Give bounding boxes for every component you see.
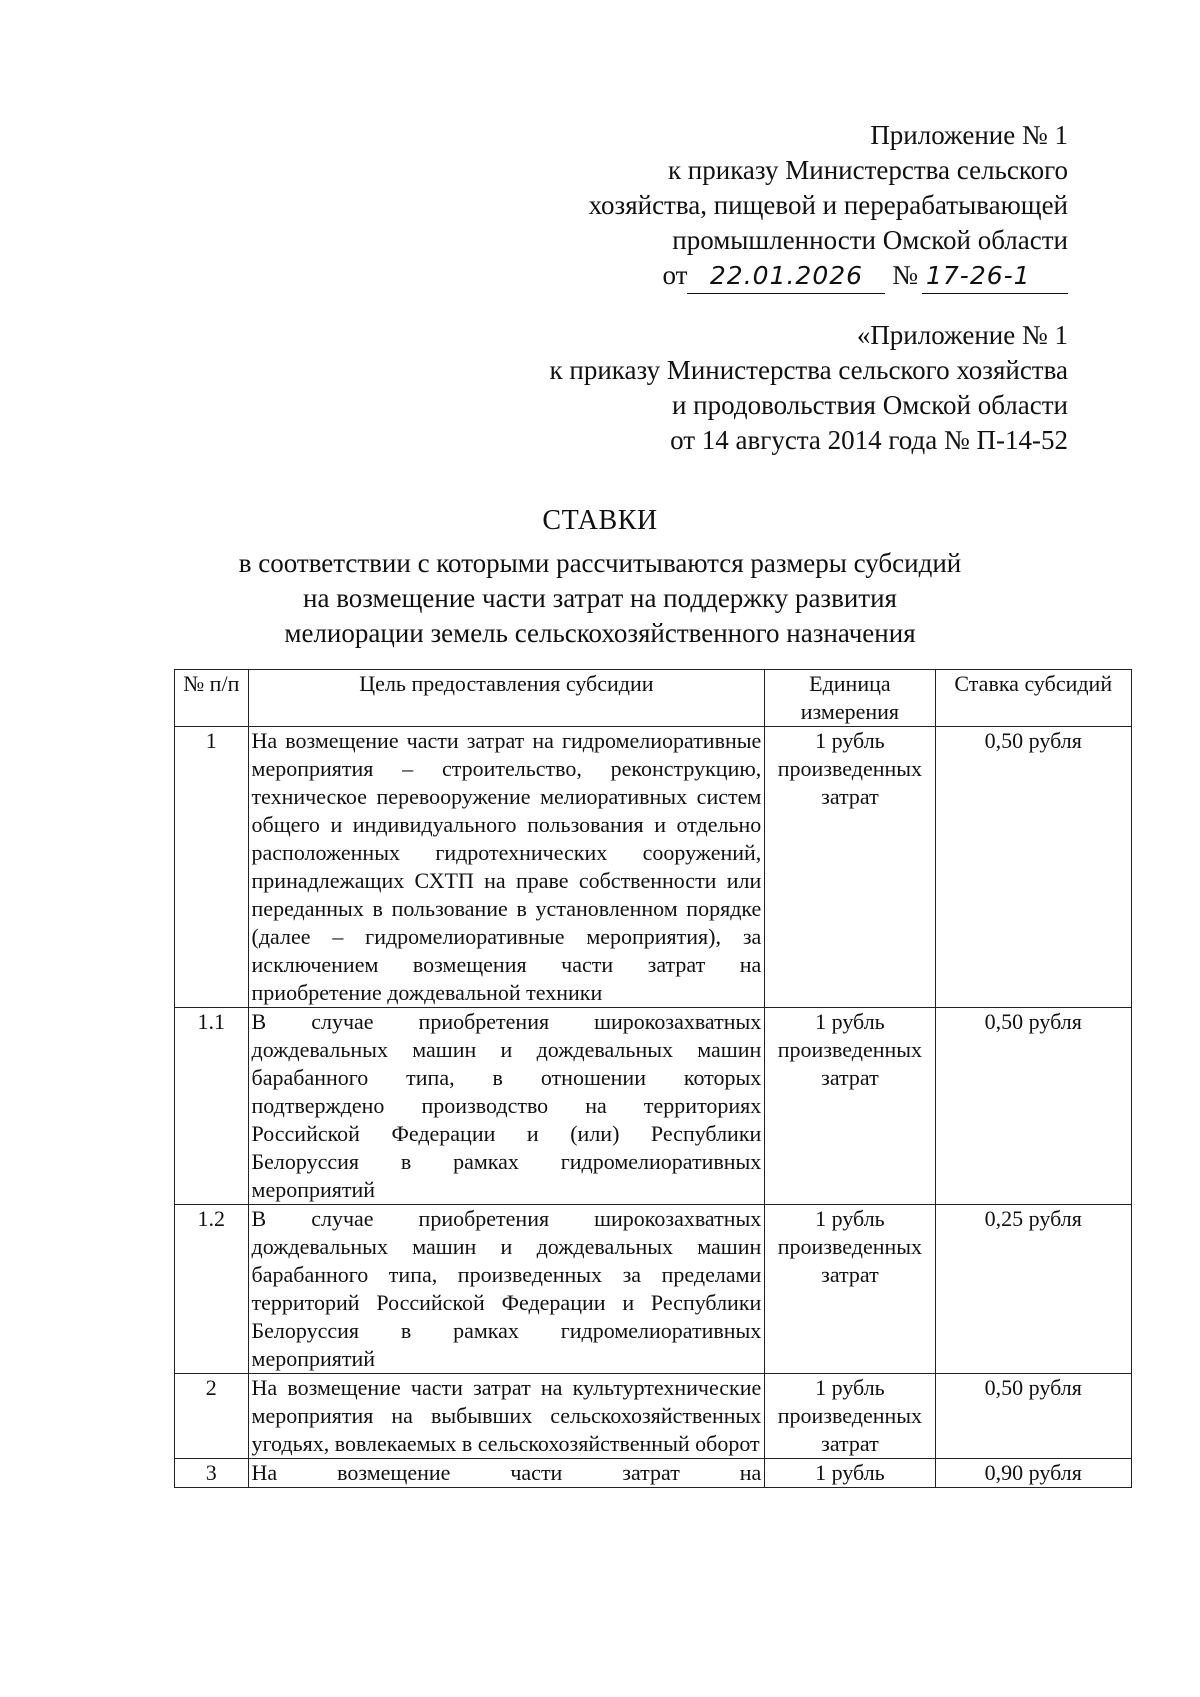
- row-unit: 1 рубль произведенных затрат: [765, 1374, 935, 1459]
- row-num: 1: [175, 727, 249, 1008]
- appendix-line: к приказу Министерства сельского: [667, 155, 1068, 185]
- table-row: [175, 1374, 1132, 1459]
- row-purpose: В случае приобретения широкозахватных дождевальных машин и дождевальных машин барабанного типа, произведенных за пределами территорий Российской Федерации и Республики Белоруссия в рамках гидромелиоративных мероприятий: [248, 1205, 765, 1374]
- row-unit: 1 рубль произведенных затрат: [765, 727, 935, 1008]
- appendix-line: хозяйства, пищевой и перерабатывающей: [588, 190, 1068, 220]
- handwritten-date: 22.01.2026: [687, 258, 885, 294]
- document-title: [0, 503, 1200, 651]
- previous-appendix-header: [550, 318, 1068, 458]
- previous-appendix-line: к приказу Министерства сельского хозяйства: [549, 355, 1068, 385]
- row-num: 2: [175, 1374, 249, 1459]
- previous-appendix-line: от 14 августа 2014 года № П-14-52: [670, 425, 1068, 455]
- previous-appendix-line: и продовольствия Омской области: [671, 390, 1068, 420]
- row-purpose: В случае приобретения широкозахватных дождевальных машин и дождевальных машин барабанного типа, в отношении которых подтверждено производство на территориях Российской Федерации и (или) Республики Белоруссия в рамках гидромелиоративных мероприятий: [248, 1008, 765, 1205]
- table-row: [175, 727, 1132, 1008]
- title-heading: СТАВКИ: [542, 505, 658, 536]
- row-unit: 1 рубль произведенных затрат: [765, 1008, 935, 1205]
- row-rate: 0,50 рубля: [935, 1374, 1131, 1459]
- number-prefix: №: [892, 260, 918, 290]
- table-row: [175, 1459, 1132, 1488]
- header-purpose: Цель предоставления субсидии: [248, 670, 765, 727]
- row-unit: 1 рубль: [765, 1459, 935, 1488]
- row-purpose: На возмещение части затрат на гидромелиоративные мероприятия – строительство, реконструкцию, техническое перевооружение мелиоративных систем общего и индивидуального пользования и отдельно расположенных гидротехнических сооружений, принадлежащих СХТП на праве собственности или переданных в пользование в установленном порядке (далее – гидромелиоративные мероприятия), за исключением возмещения части затрат на приобретение дождевальной техники: [248, 727, 765, 1008]
- header-unit: Единица измерения: [765, 670, 935, 727]
- row-purpose: На возмещение части затрат на: [248, 1459, 765, 1488]
- table-row: [175, 1205, 1132, 1374]
- order-date-number-line: [589, 258, 1068, 294]
- title-line: в соответствии с которыми рассчитываются размеры субсидий: [238, 548, 962, 578]
- title-line: на возмещение части затрат на поддержку развития: [303, 583, 897, 613]
- row-num: 1.2: [175, 1205, 249, 1374]
- row-purpose: На возмещение части затрат на культуртехнические мероприятия на выбывших сельскохозяйственных угодьях, вовлекаемых в сельскохозяйственный оборот: [248, 1374, 765, 1459]
- row-rate: 0,50 рубля: [935, 727, 1131, 1008]
- row-rate: 0,25 рубля: [935, 1205, 1131, 1374]
- table-header-row: [175, 670, 1132, 727]
- row-rate: 0,90 рубля: [935, 1459, 1131, 1488]
- appendix-line: промышленности Омской области: [672, 225, 1068, 255]
- handwritten-number: 17-26-1: [922, 258, 1068, 294]
- previous-appendix-line: «Приложение № 1: [856, 320, 1068, 350]
- row-num: 3: [175, 1459, 249, 1488]
- table-row: [175, 1008, 1132, 1205]
- appendix-header: [589, 118, 1068, 294]
- appendix-line: Приложение № 1: [870, 120, 1068, 150]
- row-unit: 1 рубль произведенных затрат: [765, 1205, 935, 1374]
- date-prefix: от: [662, 260, 688, 290]
- row-rate: 0,50 рубля: [935, 1008, 1131, 1205]
- title-line: мелиорации земель сельскохозяйственного назначения: [284, 618, 916, 648]
- row-num: 1.1: [175, 1008, 249, 1205]
- header-rate: Ставка субсидий: [935, 670, 1131, 727]
- header-num: № п/п: [175, 670, 249, 727]
- rates-table: [174, 669, 1132, 1488]
